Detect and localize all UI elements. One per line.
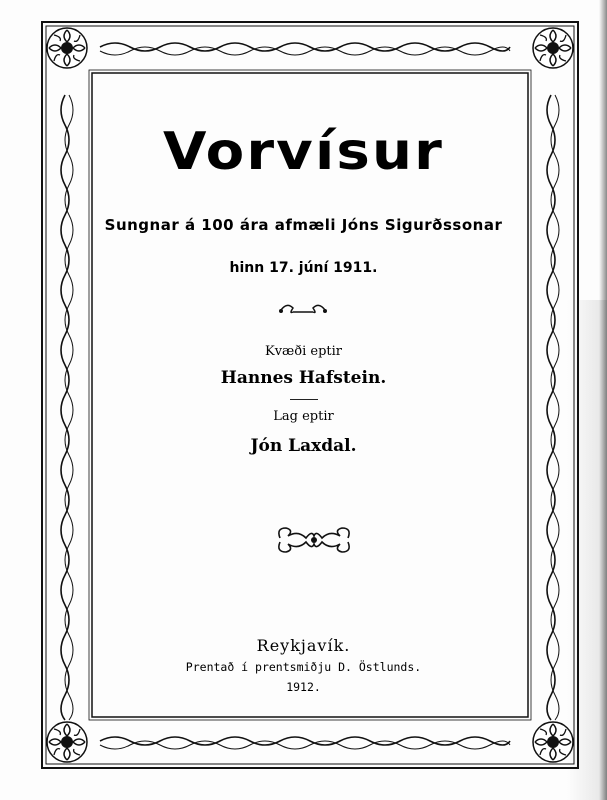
top-scroll-band xyxy=(100,43,510,55)
composer-name: Jón Laxdal. xyxy=(250,436,357,456)
bottom-scroll-band xyxy=(100,737,510,749)
flourish-large-icon xyxy=(279,528,349,552)
document-title: Vorvísur xyxy=(163,122,444,182)
divider xyxy=(290,399,318,400)
poem-credit-label: Kvæði eptir xyxy=(264,344,342,359)
publication-place: Reykjavík. xyxy=(256,636,351,655)
rosette-icon xyxy=(47,722,87,762)
document-subtitle: Sungnar á 100 ára afmæli Jóns Sigurðssonar xyxy=(104,216,503,234)
rosette-icon xyxy=(47,28,87,68)
flourish-small-icon xyxy=(279,305,327,313)
rosette-icon xyxy=(533,722,573,762)
left-scroll-band xyxy=(61,95,73,720)
music-credit-label: Lag eptir xyxy=(273,409,334,424)
printer-line: Prentað í prentsmiðju D. Östlunds. xyxy=(185,660,422,674)
date-line: hinn 17. júní 1911. xyxy=(229,260,378,276)
rosette-icon xyxy=(533,28,573,68)
poet-name: Hannes Hafstein. xyxy=(220,368,387,388)
publication-year: 1912. xyxy=(286,680,321,694)
right-scroll-band xyxy=(547,95,559,720)
